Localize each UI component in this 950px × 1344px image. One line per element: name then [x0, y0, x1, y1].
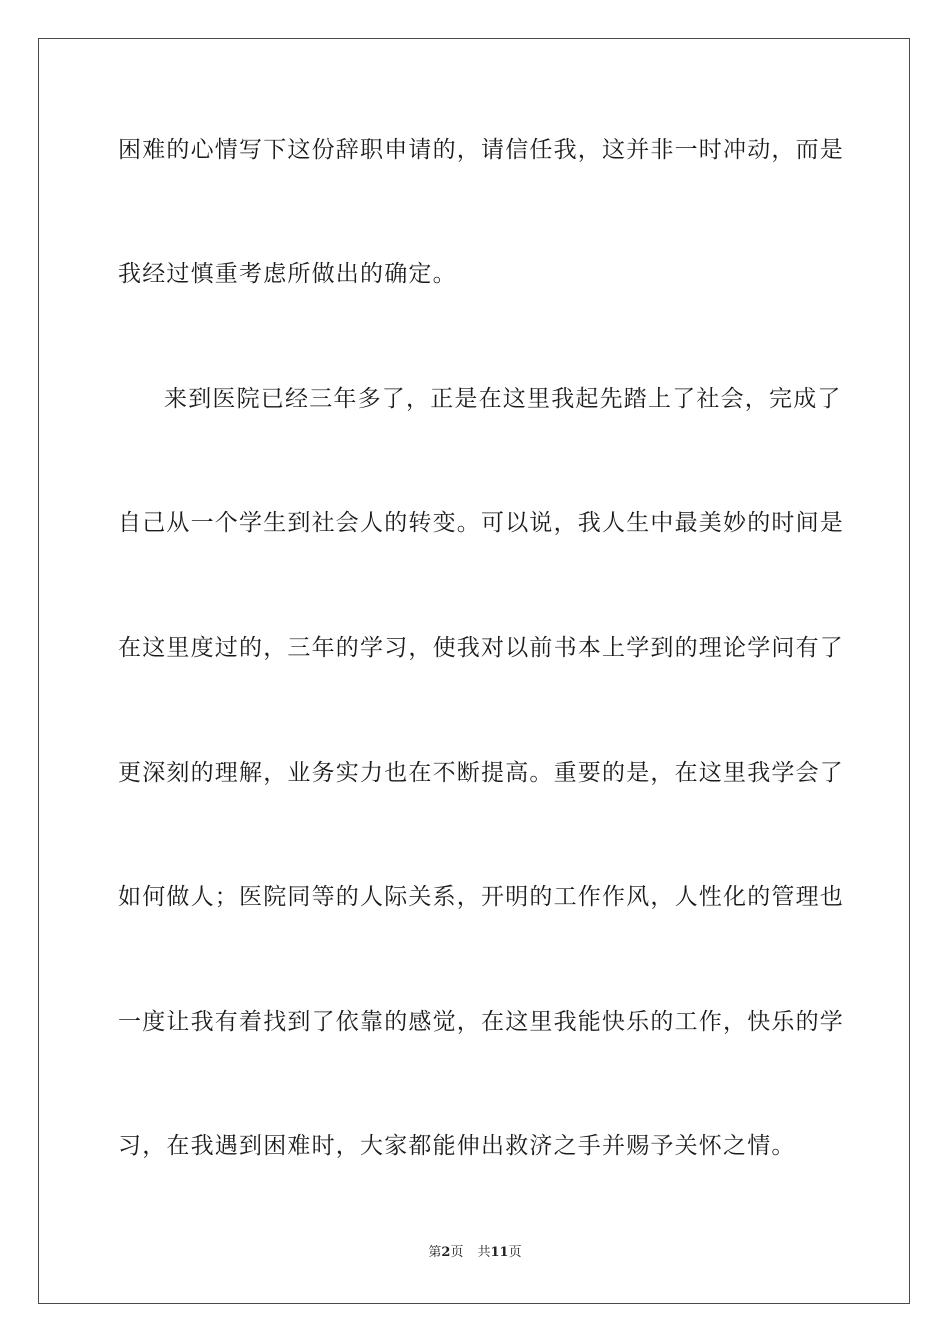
- page-border: [38, 38, 910, 1304]
- paragraph-line: 自己从一个学生到社会人的转变。可以说，我人生中最美妙的时间是: [118, 510, 844, 536]
- paragraph-line: 一度让我有着找到了依靠的感觉，在这里我能快乐的工作，快乐的学: [118, 1009, 844, 1035]
- page-prefix: 第: [428, 1245, 442, 1260]
- paragraph-line: 我经过慎重考虑所做出的确定。: [118, 261, 457, 287]
- paragraph-line: 来到医院已经三年多了，正是在这里我起先踏上了社会，完成了: [164, 386, 842, 412]
- total-suffix: 页: [508, 1245, 522, 1260]
- paragraph-line: 困难的心情写下这份辞职申请的，请信任我，这并非一时冲动，而是: [118, 137, 844, 163]
- page-number: 2: [441, 1245, 451, 1260]
- paragraph-line: 更深刻的理解，业务实力也在不断提高。重要的是，在这里我学会了: [118, 760, 844, 786]
- paragraph-line: 如何做人；医院同等的人际关系，开明的工作作风，人性化的管理也: [118, 884, 844, 910]
- paragraph-line: 在这里度过的，三年的学习，使我对以前书本上学到的理论学问有了: [118, 635, 844, 661]
- total-prefix: 共: [477, 1245, 491, 1260]
- paragraph-line: 习，在我遇到困难时，大家都能伸出救济之手并赐予关怀之情。: [118, 1133, 796, 1159]
- total-pages: 11: [490, 1245, 509, 1260]
- page-suffix: 页: [450, 1245, 464, 1260]
- page-footer: [0, 1244, 950, 1262]
